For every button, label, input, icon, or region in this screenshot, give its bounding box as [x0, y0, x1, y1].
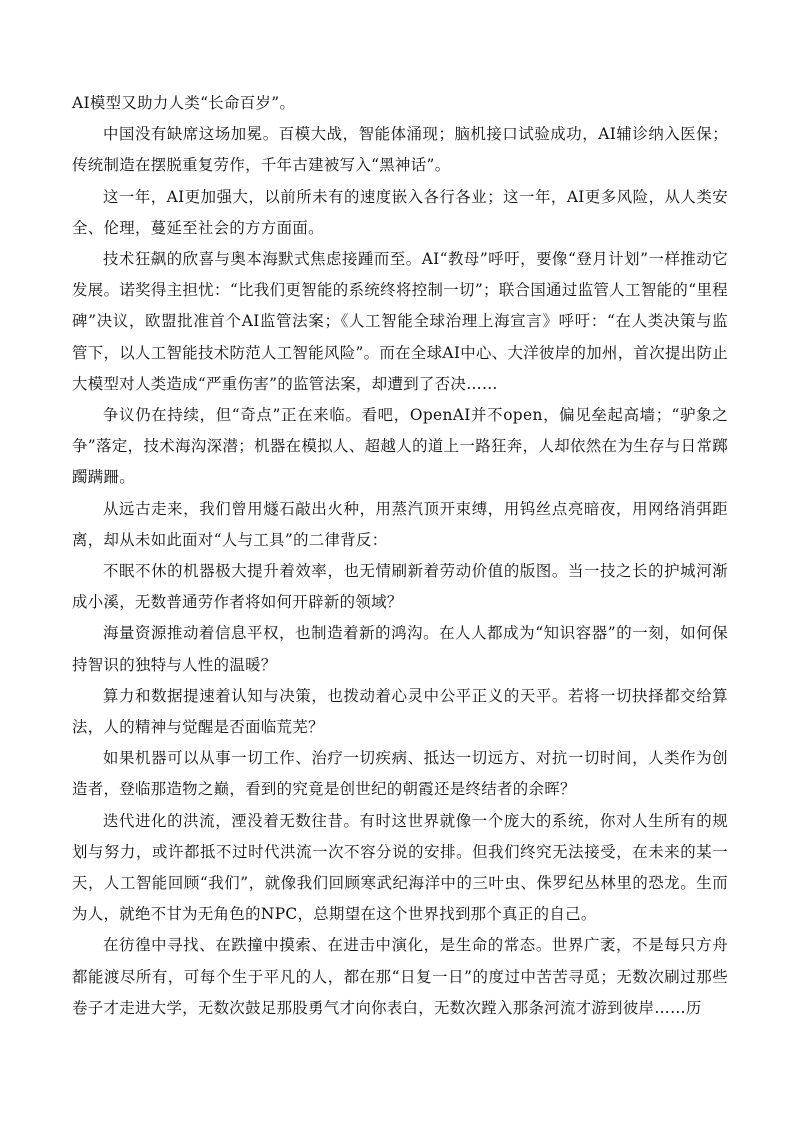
paragraph-6: 从远古走来，我们曾用燧石敲出火种，用蒸汽顶开束缚，用钨丝点亮暗夜，用网络消弭距离，却从未如此面对“人与工具”的二律背反： — [72, 499, 728, 549]
document-body — [72, 88, 728, 1024]
paragraph-1: AI模型又助力人类“长命百岁”。 — [72, 94, 296, 112]
paragraph-4: 技术狂飙的欣喜与奥本海默式焦虑接踵而至。AI“教母”呼吁，要像“登月计划”一样推动它发展。诺奖得主担忧：“比我们更智能的系统终将控制一切”；联合国通过监管人工智能的“里程碑”决议，欧盟批准首个AI监管法案；《人工智能全球治理上海宣言》呼吁：“在人类决策与监管下，以人工智能技术防范人工智能风险”。而在全球AI中心、大洋彼岸的加州，首次提出防止大模型对人类造成“严重伤害”的监管法案，却遭到了否决…… — [72, 250, 728, 393]
paragraph-12: 在彷徨中寻找、在跌撞中摸索、在进击中演化，是生命的常态。世界广袤，不是每只方舟都能渡尽所有，可每个生于平凡的人，都在那“日复一日”的度过中苦苦寻觅；无数次刷过那些卷子才走进大学，无数次鼓足那股勇气才向你表白，无数次蹚入那条河流才游到彼岸……历 — [72, 936, 728, 1017]
paragraph-2: 中国没有缺席这场加冕。百模大战，智能体涌现；脑机接口试验成功，AI辅诊纳入医保；传统制造在摆脱重复劳作，千年古建被写入“黑神话”。 — [72, 125, 728, 175]
paragraph-7: 不眠不休的机器极大提升着效率，也无情刷新着劳动价值的版图。当一技之长的护城河渐成小溪，无数普通劳作者将如何开辟新的领域？ — [72, 562, 728, 612]
paragraph-5: 争议仍在持续，但“奇点”正在来临。看吧，OpenAI并不open，偏见垒起高墙；“驴象之争”落定，技术海沟深潜；机器在模拟人、超越人的道上一路狂奔，人却依然在为生存与日常踯躅蹒跚。 — [72, 406, 728, 487]
paragraph-8: 海量资源推动着信息平权，也制造着新的鸿沟。在人人都成为“知识容器”的一刻，如何保持智识的独特与人性的温暖？ — [72, 624, 728, 674]
paragraph-10: 如果机器可以从事一切工作、治疗一切疾病、抵达一切远方、对抗一切时间，人类作为创造者，登临那造物之巅，看到的究竟是创世纪的朝霞还是终结者的余晖？ — [72, 749, 728, 799]
paragraph-9: 算力和数据提速着认知与决策，也拨动着心灵中公平正义的天平。若将一切抉择都交给算法，人的精神与觉醒是否面临荒芜？ — [72, 686, 728, 737]
paragraph-11: 迭代进化的洪流，湮没着无数往昔。有时这世界就像一个庞大的系统，你对人生所有的规划与努力，或许都抵不过时代洪流一次不容分说的安排。但我们终究无法接受，在未来的某一天，人工智能回顾“我们”，就像我们回顾寒武纪海洋中的三叶虫、侏罗纪丛林里的恐龙。生而为人，就绝不甘为无角色的NPC，总期望在这个世界找到那个真正的自己。 — [72, 811, 728, 924]
paragraph-3: 这一年，AI更加强大，以前所未有的速度嵌入各行各业；这一年，AI更多风险，从人类安全、伦理，蔓延至社会的方方面面。 — [72, 187, 728, 237]
